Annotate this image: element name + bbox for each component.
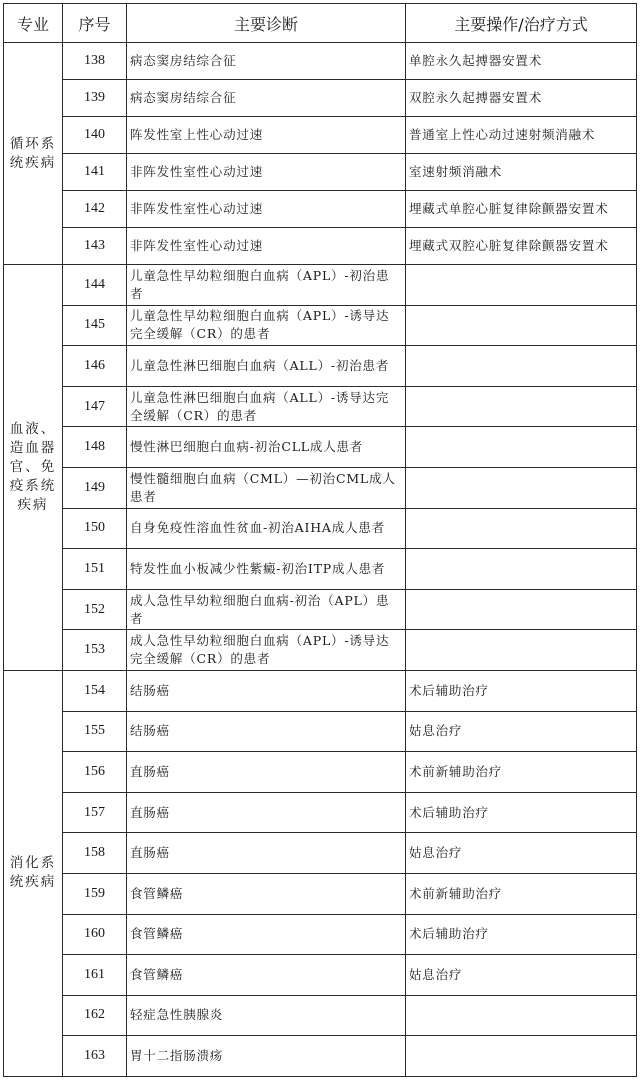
diagnosis-table	[3, 3, 637, 1077]
procedure-cell: 术前新辅助治疗	[406, 752, 637, 793]
diagnosis-cell: 病态窦房结综合征	[127, 43, 406, 80]
diagnosis-cell: 阵发性室上性心动过速	[127, 117, 406, 154]
table-row	[4, 191, 637, 228]
serial-cell: 140	[63, 117, 127, 154]
diagnosis-cell: 儿童急性早幼粒细胞白血病（APL）-诱导达完全缓解（CR）的患者	[127, 305, 406, 346]
procedure-cell: 埋藏式双腔心脏复律除颤器安置术	[406, 228, 637, 265]
header-row	[4, 4, 637, 43]
procedure-cell	[406, 427, 637, 468]
serial-cell: 160	[63, 914, 127, 955]
serial-cell: 153	[63, 630, 127, 671]
procedure-cell: 姑息治疗	[406, 711, 637, 752]
diagnosis-cell: 慢性淋巴细胞白血病-初治CLL成人患者	[127, 427, 406, 468]
table-row	[4, 955, 637, 996]
procedure-cell: 姑息治疗	[406, 833, 637, 874]
serial-cell: 155	[63, 711, 127, 752]
table-row	[4, 752, 637, 793]
procedure-cell	[406, 346, 637, 387]
table-row	[4, 630, 637, 671]
serial-cell: 143	[63, 228, 127, 265]
serial-cell: 138	[63, 43, 127, 80]
diagnosis-cell: 食管鳞癌	[127, 955, 406, 996]
table-row	[4, 995, 637, 1036]
diagnosis-cell: 儿童急性早幼粒细胞白血病（APL）-初治患者	[127, 265, 406, 306]
diagnosis-cell: 结肠癌	[127, 711, 406, 752]
serial-cell: 144	[63, 265, 127, 306]
diagnosis-cell: 慢性髓细胞白血病（CML）—初治CML成人患者	[127, 467, 406, 508]
serial-cell: 161	[63, 955, 127, 996]
diagnosis-cell: 直肠癌	[127, 792, 406, 833]
procedure-cell	[406, 630, 637, 671]
table-row	[4, 589, 637, 630]
serial-cell: 154	[63, 670, 127, 711]
serial-cell: 152	[63, 589, 127, 630]
diagnosis-cell: 非阵发性室性心动过速	[127, 191, 406, 228]
diagnosis-cell: 特发性血小板减少性紫癜-初治ITP成人患者	[127, 549, 406, 590]
diagnosis-cell: 食管鳞癌	[127, 873, 406, 914]
table-row	[4, 711, 637, 752]
table-row	[4, 833, 637, 874]
table-row	[4, 914, 637, 955]
procedure-cell	[406, 265, 637, 306]
procedure-cell	[406, 549, 637, 590]
procedure-cell: 埋藏式单腔心脏复律除颤器安置术	[406, 191, 637, 228]
diagnosis-cell: 儿童急性淋巴细胞白血病（ALL）-诱导达完全缓解（CR）的患者	[127, 386, 406, 427]
diagnosis-cell: 非阵发性室性心动过速	[127, 228, 406, 265]
header-procedure: 主要操作/治疗方式	[406, 4, 637, 43]
serial-cell: 159	[63, 873, 127, 914]
table-row	[4, 305, 637, 346]
procedure-cell: 双腔永久起搏器安置术	[406, 80, 637, 117]
procedure-cell	[406, 1036, 637, 1077]
serial-cell: 141	[63, 154, 127, 191]
serial-cell: 162	[63, 995, 127, 1036]
table-body	[4, 43, 637, 1077]
serial-cell: 150	[63, 508, 127, 549]
procedure-cell	[406, 508, 637, 549]
table-row	[4, 1036, 637, 1077]
serial-cell: 146	[63, 346, 127, 387]
diagnosis-cell: 直肠癌	[127, 833, 406, 874]
table-row	[4, 386, 637, 427]
header-serial: 序号	[63, 4, 127, 43]
category-cell: 消化系统疾病	[4, 670, 63, 1076]
procedure-cell: 术后辅助治疗	[406, 914, 637, 955]
diagnosis-cell: 病态窦房结综合征	[127, 80, 406, 117]
table-row	[4, 154, 637, 191]
procedure-cell: 术后辅助治疗	[406, 670, 637, 711]
table-row	[4, 427, 637, 468]
table-row	[4, 346, 637, 387]
category-cell: 血液、造血器官、免疫系统疾病	[4, 265, 63, 671]
serial-cell: 148	[63, 427, 127, 468]
diagnosis-cell: 成人急性早幼粒细胞白血病（APL）-诱导达完全缓解（CR）的患者	[127, 630, 406, 671]
procedure-cell	[406, 589, 637, 630]
header-diagnosis: 主要诊断	[127, 4, 406, 43]
diagnosis-cell: 儿童急性淋巴细胞白血病（ALL）-初治患者	[127, 346, 406, 387]
table-row	[4, 80, 637, 117]
table-row	[4, 873, 637, 914]
procedure-cell	[406, 305, 637, 346]
table-row	[4, 792, 637, 833]
serial-cell: 145	[63, 305, 127, 346]
table-row	[4, 265, 637, 306]
serial-cell: 147	[63, 386, 127, 427]
serial-cell: 157	[63, 792, 127, 833]
table-row	[4, 549, 637, 590]
serial-cell: 158	[63, 833, 127, 874]
procedure-cell: 术后辅助治疗	[406, 792, 637, 833]
procedure-cell: 普通室上性心动过速射频消融术	[406, 117, 637, 154]
table-row	[4, 117, 637, 154]
category-cell: 循环系统疾病	[4, 43, 63, 265]
diagnosis-cell: 非阵发性室性心动过速	[127, 154, 406, 191]
procedure-cell	[406, 386, 637, 427]
diagnosis-cell: 自身免疫性溶血性贫血-初治AIHA成人患者	[127, 508, 406, 549]
procedure-cell	[406, 467, 637, 508]
serial-cell: 142	[63, 191, 127, 228]
diagnosis-cell: 直肠癌	[127, 752, 406, 793]
table-row	[4, 467, 637, 508]
table-row	[4, 670, 637, 711]
diagnosis-cell: 结肠癌	[127, 670, 406, 711]
diagnosis-cell: 胃十二指肠溃疡	[127, 1036, 406, 1077]
table-row	[4, 43, 637, 80]
serial-cell: 163	[63, 1036, 127, 1077]
table-row	[4, 508, 637, 549]
procedure-cell: 室速射频消融术	[406, 154, 637, 191]
diagnosis-cell: 轻症急性胰腺炎	[127, 995, 406, 1036]
procedure-cell: 姑息治疗	[406, 955, 637, 996]
diagnosis-cell: 食管鳞癌	[127, 914, 406, 955]
procedure-cell	[406, 995, 637, 1036]
procedure-cell: 术前新辅助治疗	[406, 873, 637, 914]
serial-cell: 149	[63, 467, 127, 508]
serial-cell: 139	[63, 80, 127, 117]
diagnosis-cell: 成人急性早幼粒细胞白血病-初治（APL）患者	[127, 589, 406, 630]
serial-cell: 156	[63, 752, 127, 793]
procedure-cell: 单腔永久起搏器安置术	[406, 43, 637, 80]
serial-cell: 151	[63, 549, 127, 590]
header-specialty: 专业	[4, 4, 63, 43]
table-row	[4, 228, 637, 265]
